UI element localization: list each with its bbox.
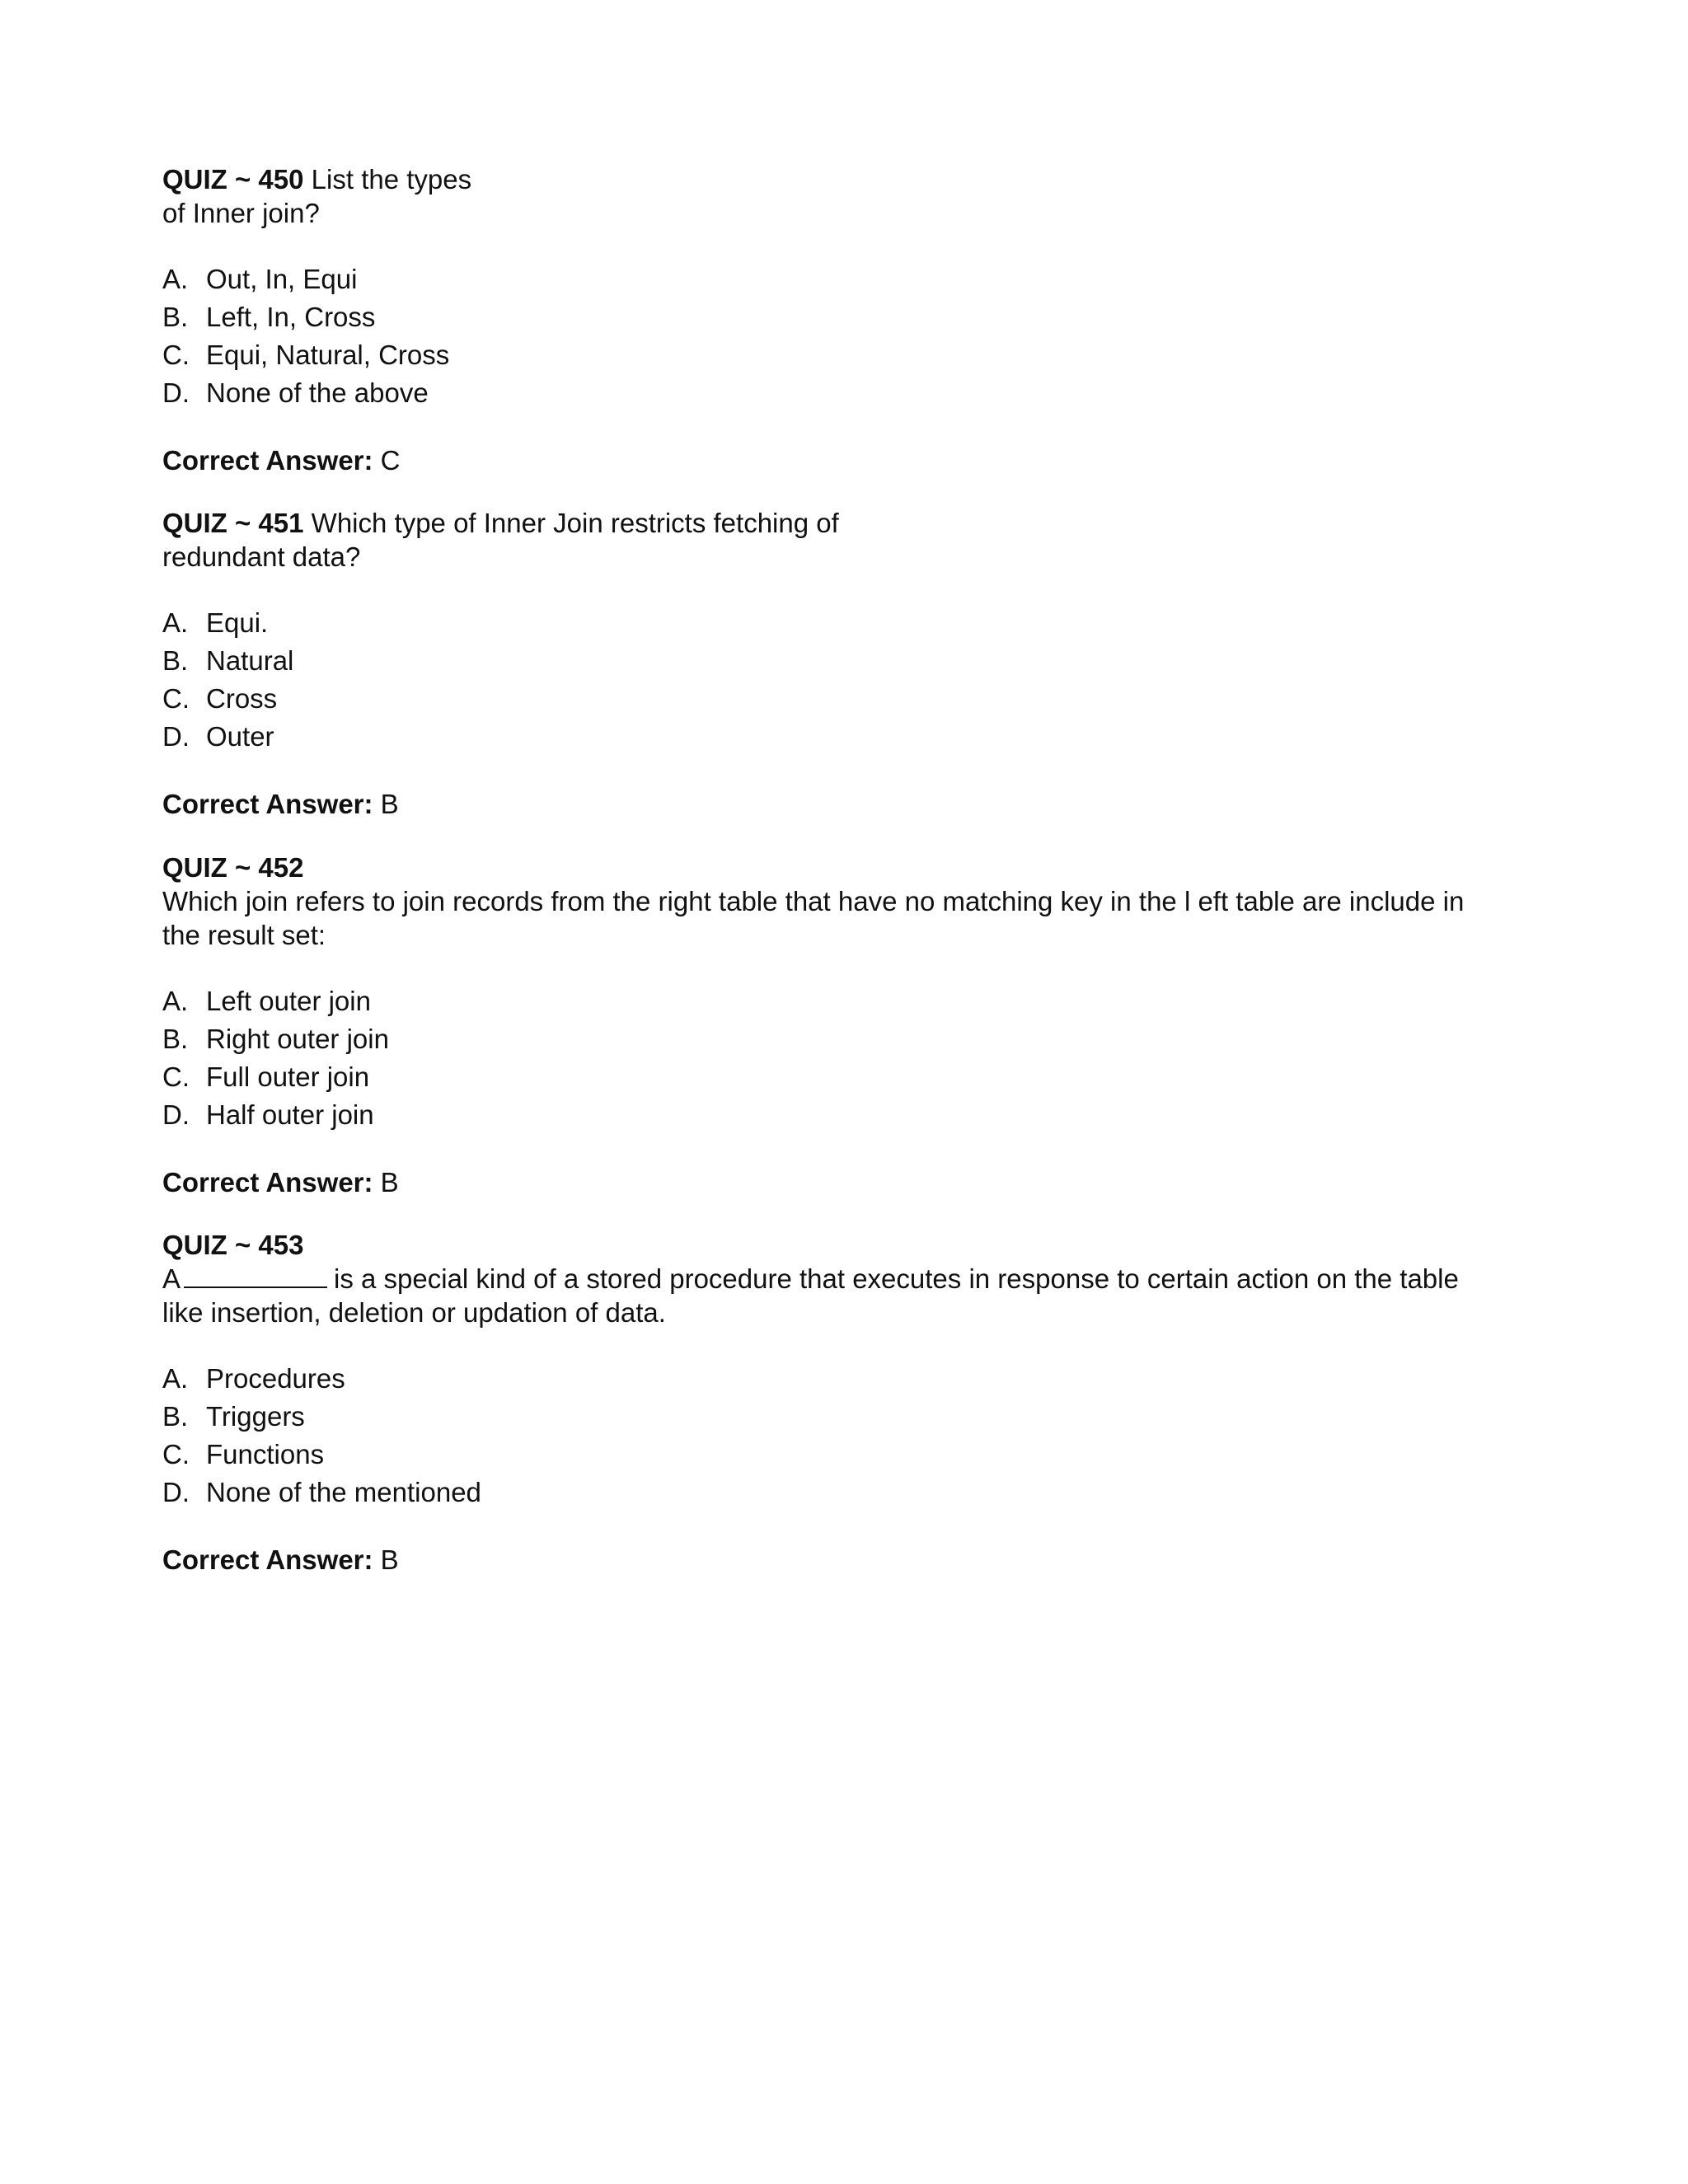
option-b — [162, 1020, 1498, 1058]
option-b — [162, 642, 1498, 680]
question — [162, 851, 1498, 884]
option-letter: A. — [162, 264, 189, 294]
correct-answer — [162, 443, 1498, 477]
option-a — [162, 604, 1498, 642]
answer-value: B — [373, 789, 399, 819]
option-text: Functions — [206, 1439, 325, 1469]
question-text: is a special kind of a stored procedure that executes in response to certain action on the table — [334, 1263, 1459, 1294]
correct-answer — [162, 1543, 1498, 1577]
options-list — [162, 260, 1498, 412]
option-text: Half outer join — [206, 1099, 374, 1130]
option-letter: B. — [162, 645, 189, 676]
option-c — [162, 1436, 1498, 1474]
option-letter: A. — [162, 1363, 189, 1394]
option-letter: B. — [162, 1024, 189, 1054]
answer-label: Correct Answer: — [162, 1544, 373, 1575]
quiz-450 — [162, 162, 1498, 504]
option-b — [162, 1398, 1498, 1436]
option-letter: A. — [162, 607, 189, 638]
option-letter: D. — [162, 721, 190, 752]
option-text: Cross — [206, 683, 278, 714]
question-text-line1: Which join refers to join records from the right table that have no matching key in the l eft table are include in — [162, 886, 1465, 916]
option-text: Left, In, Cross — [206, 302, 376, 332]
options-list — [162, 982, 1498, 1134]
option-text: Natural — [206, 645, 294, 676]
option-d — [162, 1474, 1498, 1511]
option-text: Equi. — [206, 607, 269, 638]
question-text-line2: like insertion, deletion or updation of data. — [162, 1297, 666, 1328]
option-text: Triggers — [206, 1401, 305, 1432]
option-text: Equi, Natural, Cross — [206, 340, 450, 370]
question-text-line2: redundant data? — [162, 541, 361, 572]
option-text: Outer — [206, 721, 274, 752]
options-list — [162, 1360, 1498, 1511]
question-prefix: A — [162, 1263, 181, 1294]
answer-label: Correct Answer: — [162, 445, 373, 476]
quiz-label: QUIZ ~ 451 — [162, 508, 304, 538]
question — [162, 506, 1498, 540]
answer-label: Correct Answer: — [162, 789, 373, 819]
option-letter: D. — [162, 1477, 190, 1507]
option-letter: C. — [162, 1439, 190, 1469]
quiz-label: QUIZ ~ 453 — [162, 1230, 304, 1260]
option-c — [162, 336, 1498, 374]
question-text-line1: List the types — [303, 164, 472, 194]
option-letter: D. — [162, 377, 190, 408]
question-text-line1 — [162, 1262, 1498, 1296]
option-text: Out, In, Equi — [206, 264, 358, 294]
fill-in-blank — [184, 1263, 327, 1288]
option-c — [162, 680, 1498, 718]
option-a — [162, 260, 1498, 298]
option-letter: C. — [162, 340, 190, 370]
answer-label: Correct Answer: — [162, 1167, 373, 1197]
answer-value: C — [373, 445, 401, 476]
option-letter: B. — [162, 302, 189, 332]
option-text: Right outer join — [206, 1024, 389, 1054]
answer-value: B — [373, 1167, 399, 1197]
option-text: Procedures — [206, 1363, 345, 1394]
quiz-label: QUIZ ~ 452 — [162, 852, 304, 883]
option-d — [162, 718, 1498, 756]
option-d — [162, 1096, 1498, 1134]
option-a — [162, 1360, 1498, 1398]
option-text: Full outer join — [206, 1062, 370, 1092]
option-a — [162, 982, 1498, 1020]
option-c — [162, 1058, 1498, 1096]
correct-answer — [162, 787, 1498, 821]
quiz-452 — [162, 851, 1498, 1226]
answer-value: B — [373, 1544, 399, 1575]
question — [162, 162, 1498, 196]
question — [162, 1228, 1498, 1262]
option-text: Left outer join — [206, 986, 371, 1016]
option-b — [162, 298, 1498, 336]
question-text-line1: Which type of Inner Join restricts fetching of — [303, 508, 839, 538]
question-text-line2: the result set: — [162, 920, 326, 950]
option-d — [162, 374, 1498, 412]
option-text: None of the above — [206, 377, 429, 408]
option-letter: D. — [162, 1099, 190, 1130]
option-letter: C. — [162, 1062, 190, 1092]
quiz-451 — [162, 506, 1498, 848]
option-text: None of the mentioned — [206, 1477, 481, 1507]
option-letter: A. — [162, 986, 189, 1016]
options-list — [162, 604, 1498, 756]
question-text-line2: of Inner join? — [162, 198, 320, 228]
quiz-453 — [162, 1228, 1498, 1604]
correct-answer — [162, 1165, 1498, 1199]
quiz-label: QUIZ ~ 450 — [162, 164, 304, 194]
option-letter: B. — [162, 1401, 189, 1432]
option-letter: C. — [162, 683, 190, 714]
